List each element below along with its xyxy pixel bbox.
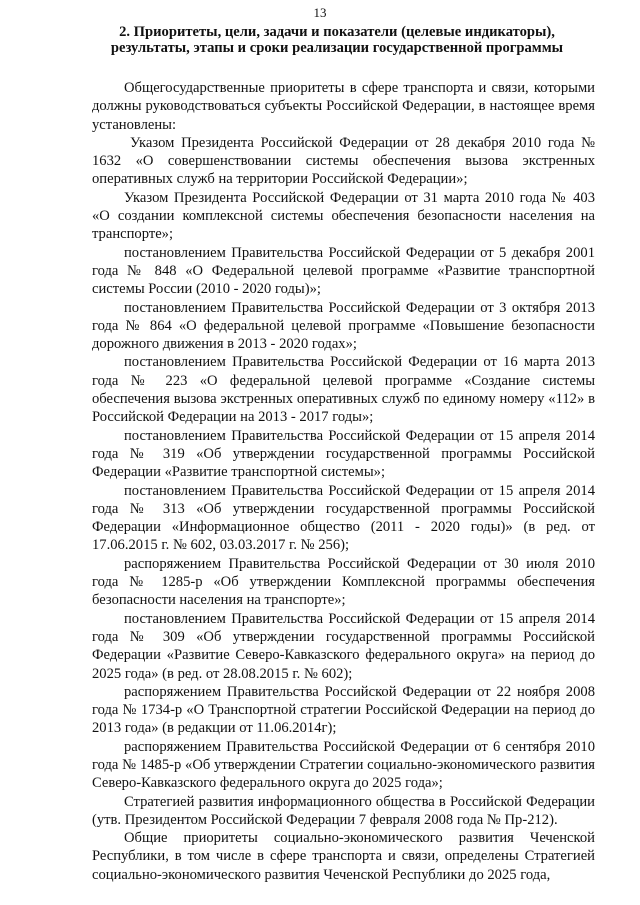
paragraph-resolution-319: постановлением Правительства Российской Федерации от 15 апреля 2014 года № 319 «Об утверждении государственной программы Российской Федерации «Развитие транспортной системы»; [92, 427, 595, 481]
section-heading: 2. Приоритеты, цели, задачи и показатели (целевые индикаторы), результаты, этапы и сроки реализации государственной программы [110, 24, 564, 56]
page-number: 13 [313, 5, 327, 20]
paragraph-intro: Общегосударственные приоритеты в сфере транспорта и связи, которыми должны руководствоваться субъекты Российской Федерации, в настоящее время установлены: [92, 80, 595, 133]
paragraph-resolution-223: постановлением Правительства Российской Федерации от 16 марта 2013 года № 223 «О федеральной целевой программе «Создание системы обеспечения вызова экстренных оперативных служб по единому номеру «112» в Российской Федерации на 2013 - 2017 годы»; [92, 354, 595, 426]
paragraph-resolution-864: постановлением Правительства Российской Федерации от 3 октября 2013 года № 864 «О федеральной целевой программе «Повышение безопасности дорожного движения в 2013 - 2020 годах»; [92, 299, 595, 353]
paragraph-resolution-313: постановлением Правительства Российской Федерации от 15 апреля 2014 года № 313 «Об утверждении государственной программы Российской Федерации «Информационное общество (2011 - 2020 годы)» (в ред. от 17.06.2015 г. № 602, 03.03.2017 г. № 256); [92, 482, 595, 554]
paragraph-order-1734: распоряжением Правительства Российской Федерации от 22 ноября 2008 года № 1734-р «О Транспортной стратегии Российской Федерации на период до 2013 года» (в редакции от 11.06.2014г); [92, 683, 595, 737]
paragraph-resolution-848: постановлением Правительства Российской Федерации от 5 декабря 2001 года № 848 «О Федеральной целевой программе «Развитие транспортной системы России (2010 - 2020 годы)»; [92, 244, 595, 298]
paragraph-decree-403: Указом Президента Российской Федерации от 31 марта 2010 года № 403 «О создании комплексной системы обеспечения безопасности населения на транспорте»; [92, 189, 595, 243]
paragraph-decree-1632: Указом Президента Российской Федерации от 28 декабря 2010 года № 1632 «О совершенствовании системы обеспечения вызова экстренных оперативных служб на территории Российской Федерации»; [92, 134, 595, 188]
paragraph-strategy-info-society: Стратегией развития информационного общества в Российской Федерации (утв. Президентом Российской Федерации 7 февраля 2008 года № Пр-212). [92, 793, 595, 828]
paragraph-chechen-priorities: Общие приоритеты социально-экономического развития Чеченской Республики, в том числе в сфере транспорта и связи, определены Стратегией социально-экономического развития Чеченской Республики до 2025 года, [92, 830, 595, 883]
body-text [92, 79, 595, 884]
paragraph-order-1485: распоряжением Правительства Российской Федерации от 6 сентября 2010 года № 1485-р «Об утверждении Стратегии социально-экономического развития Северо-Кавказского федерального округа до 2025 года»; [92, 738, 595, 792]
paragraph-order-1285: распоряжением Правительства Российской Федерации от 30 июля 2010 года № 1285-р «Об утверждении Комплексной программы обеспечения безопасности населения на транспорте»; [92, 555, 595, 609]
paragraph-resolution-309: постановлением Правительства Российской Федерации от 15 апреля 2014 года № 309 «Об утверждении государственной программы Российской Федерации «Развитие Северо-Кавказского федерального округа» на период до 2025 года» (в ред. от 28.08.2015 г. № 602); [92, 610, 595, 682]
